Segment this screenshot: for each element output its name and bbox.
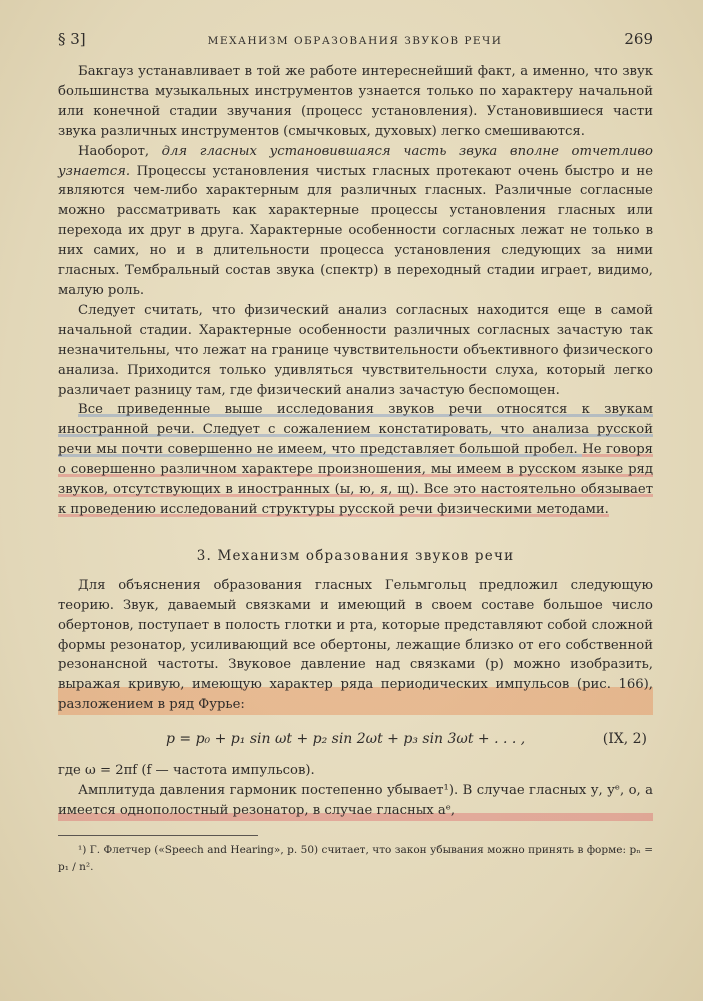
footnote: ¹) Г. Флетчер («Speech and Hearing», p. 50) считает, что закон убывания можно принять в форме: pₙ = p₁ / n². <box>58 843 653 873</box>
paragraph-2-rest: Процессы установления чистых гласных протекают очень быстро и не являются чем-либо характерным для различных гласных. Различные согласные можно рассматривать как характерные процессы установления гласных или перехода их друг в друга. Характерные особенности согласных лежат не только в них самих, но и в длительности процесса установления следующих за ними гласных. Тембральный состав звука (спектр) в переходный стадии играет, видимо, малую роль. <box>58 163 653 298</box>
formula <box>58 731 653 747</box>
paragraph-4 <box>58 400 653 519</box>
section-heading: 3. Механизм образования звуков речи <box>196 547 515 564</box>
formula-explanation: где ω = 2πf (f — частота импульсов). <box>58 763 315 779</box>
paragraph-4-part-b: Не говоря о совершенно различном характере произношения, мы имеем в русском языке ряд звуков, отсутствующих в иностранных (ы, ю, я, щ). Все это настоятельно обязывает к проведению исследований структуры русской речи физическими методами. <box>58 442 653 517</box>
paragraph-4-part-a: Все приведенные выше исследования звуков речи относятся к звукам иностранной речи. Следует с сожалением констатировать, что анализа русской речи мы почти совершенно не имеем, что представляет большой пробел. <box>58 402 653 458</box>
section-paragraph-2: Амплитуда давления гармоник постепенно убывает¹). В случае гласных у, уᵉ, о, а имеется однополостный резонатор, в случае гласных aᵉ, <box>58 781 653 821</box>
page-number: 269 <box>624 30 653 48</box>
paragraph-2-start: Наоборот, <box>78 143 162 159</box>
paragraph-3: Следует считать, что физический анализ согласных находится еще в самой начальной стадии. Характерные особенности различных согласных зачастую так незначительны, что лежат на границе чувствительности объективного физического анализа. Приходится только удивляться чувствительности слуха, который легко различает разницу там, где физический анализ зачастую беспомощен. <box>58 302 653 398</box>
section-paragraph-1: Для объяснения образования гласных Гельмгольц предложил следующую теорию. Звук, даваемый связками и имеющий в своем составе большое число обертонов, поступает в полость глотки и рта, которые представляют собой сложной формы резонатор, усиливающий все обертоны, лежащие близко от его собственной резонансной частоты. Звуковое давление над связками (p) можно изобразить, выражая кривую, имеющую характер ряда периодических импульсов (рис. 166), разложением в ряд Фурье: <box>58 576 653 715</box>
running-title: МЕХАНИЗМ ОБРАЗОВАНИЯ ЗВУКОВ РЕЧИ <box>207 35 503 47</box>
page-header <box>58 30 653 48</box>
formula-expression: p = p₀ + p₁ sin ωt + p₂ sin 2ωt + p₃ sin 3ωt + . . . , <box>166 731 526 748</box>
paragraph-2 <box>58 142 653 301</box>
paragraph-1: Бакгауз устанавливает в той же работе интереснейший факт, а именно, что звук большинства музыкальных инструментов узнается только по характеру начальной или конечной стадии звучания (процесс установления). Установившиеся части звука различных инструментов (смычковых, духовых) легко смешиваются. <box>58 64 653 139</box>
formula-number: (IX, 2) <box>602 731 647 748</box>
section-marker: § 3] <box>58 30 86 48</box>
paragraph-2-emphasis: для гласных установившаяся часть звука вполне отчетливо узнается. <box>58 143 653 179</box>
footnote-divider <box>58 835 258 836</box>
